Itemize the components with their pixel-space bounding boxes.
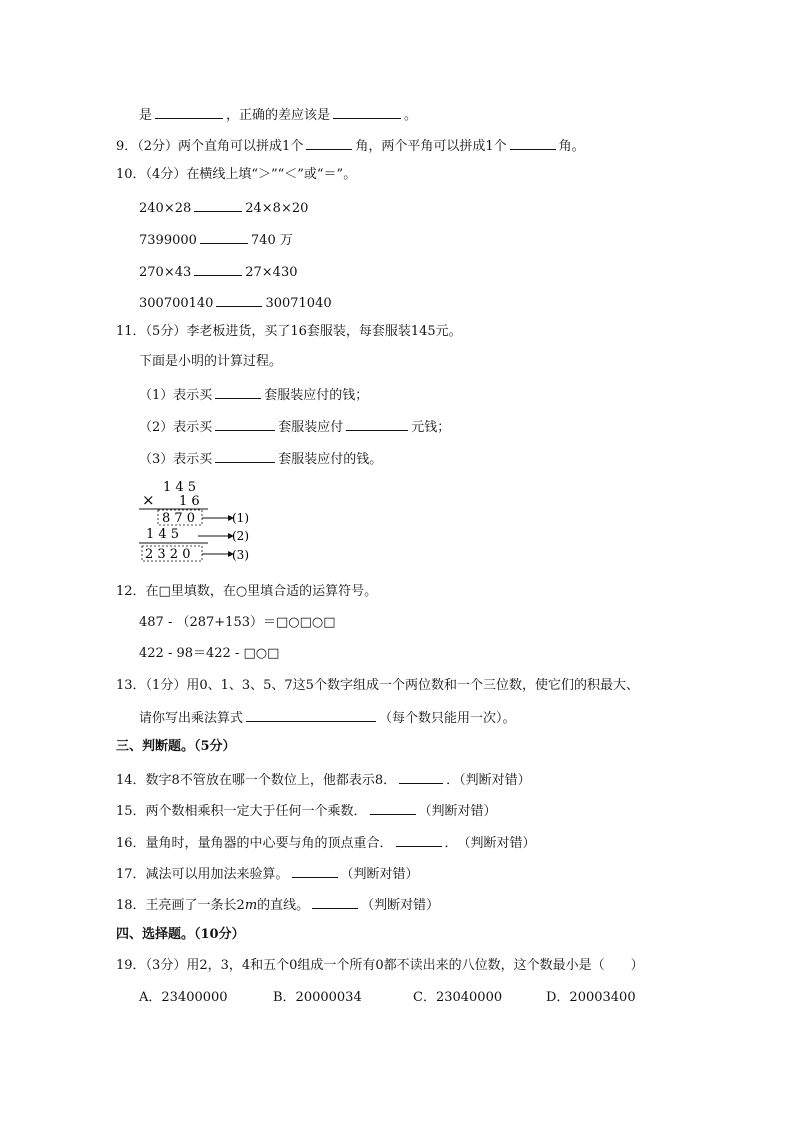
q9-line [116, 135, 585, 156]
calc-row-2320: 2 3 2 0 [145, 547, 191, 562]
q13-text-a: 请你写出乘法算式 [139, 711, 244, 726]
q10-item-left: 270×43 [139, 265, 192, 280]
q19-option-c[interactable]: C．23040000 [413, 990, 503, 1005]
q12-equation-1: 487 - （287+153）＝□○□○□ [139, 615, 336, 630]
q11-p3-blank[interactable] [215, 448, 275, 463]
q15-text-b: （判断对错） [418, 804, 497, 819]
q10-item-right: 740 万 [250, 233, 293, 248]
q8-text-c: 。 [404, 108, 418, 123]
q9-blank-2[interactable] [510, 135, 556, 150]
calc-times-sign: × [142, 491, 155, 509]
calc-row-870: 8 7 0 [162, 511, 196, 526]
q9-text-b: 角，两个平角可以拼成1个 [355, 139, 507, 154]
q10-blank[interactable] [194, 197, 242, 212]
q10-blank[interactable] [200, 229, 248, 244]
q9-text-a: 9．（2分）两个直角可以拼成1个 [116, 139, 304, 154]
q10-item-left: 240×28 [139, 201, 192, 216]
q14-line [116, 769, 531, 790]
q8-text-a: 是 [139, 108, 153, 123]
q13-text-b: （每个数只能用一次）。 [379, 711, 516, 726]
q14-text-a: 14．数字8不管放在哪一个数位上，他都表示8． [116, 773, 397, 788]
q11-p3-text-a: （3）表示买 [139, 452, 213, 467]
q10-item-right: 24×8×20 [245, 201, 309, 216]
q11-part-2 [139, 416, 450, 437]
q17-blank[interactable] [292, 863, 338, 878]
q10-item [139, 292, 332, 313]
q10-blank[interactable] [216, 292, 262, 307]
q18-text-b: 的直线。 [257, 898, 310, 913]
q12-equation-2: 422 - 98＝422 - □○□ [139, 646, 280, 661]
q17-text-b: （判断对错） [340, 867, 419, 882]
q10-item [139, 229, 293, 250]
calc-row-145-shift: 1 4 5 [146, 527, 180, 542]
q15-blank[interactable] [370, 800, 416, 815]
q19-option-a[interactable]: A．23400000 [139, 990, 228, 1005]
q18-line [116, 894, 439, 915]
q18-text-c: （判断对错） [361, 898, 440, 913]
q10-item [139, 261, 298, 282]
q14-text-b: ．（判断对错） [446, 773, 531, 788]
calc-label-3: (3) [232, 548, 249, 562]
q11-p2-blank-2[interactable] [346, 416, 408, 431]
q10-item-left: 7399000 [139, 233, 197, 248]
q10-item [139, 197, 308, 218]
q11-title: 11．（5分）李老板进货，买了16套服装，每套服装145元。 [116, 324, 462, 339]
section-3-heading: 三、判断题。（5分） [116, 739, 236, 754]
q13-line-1: 13．（1分）用0、1、3、5、7这5个数字组成一个两位数和一个三位数，使它们的积最大、 [116, 678, 639, 693]
calc-label-1: (1) [232, 511, 249, 525]
q8-line [139, 104, 417, 125]
q19-option-d[interactable]: D．20003400 [546, 990, 636, 1005]
q9-blank-1[interactable] [306, 135, 352, 150]
q11-intro: 下面是小明的计算过程。 [139, 354, 283, 369]
q11-part-1 [139, 384, 368, 405]
q10-item-right: 27×430 [245, 265, 298, 280]
q11-p1-blank[interactable] [215, 384, 261, 399]
q13-blank[interactable] [246, 707, 376, 722]
q10-item-left: 300700140 [139, 296, 214, 311]
q11-p2-text-c: 元钱； [411, 420, 451, 435]
q15-text-a: 15．两个数相乘积一定大于任何一个乘数． [116, 804, 367, 819]
q16-blank[interactable] [396, 832, 442, 847]
q16-line [116, 832, 536, 853]
calc-row-16: 1 6 [179, 494, 200, 509]
q16-text-a: 16．量角时，量角器的中心要与角的顶点重合． [116, 836, 393, 851]
q15-line [116, 800, 497, 821]
q8-text-b: ，正确的差应该是 [226, 108, 331, 123]
multiplication-figure [136, 476, 266, 568]
q11-p2-blank-1[interactable] [215, 416, 275, 431]
q8-blank-2[interactable] [333, 104, 401, 119]
calc-label-2: (2) [232, 529, 249, 543]
q17-text-a: 17．减法可以用加法来验算。 [116, 867, 289, 882]
q18-blank[interactable] [312, 894, 358, 909]
q18-text-a: 18．王亮画了一条长2 [116, 898, 245, 913]
q19-title: 19．（3分）用2，3，4和五个0组成一个所有0都不读出来的八位数，这个数最小是（ ） [116, 958, 644, 973]
q12-title: 12．在□里填数，在○里填合适的运算符号。 [116, 584, 378, 599]
q11-p2-text-a: （2）表示买 [139, 420, 213, 435]
q10-title: 10．（4分）在横线上填“＞”“＜”或“＝”。 [116, 167, 357, 182]
q19-option-b[interactable]: B．20000034 [273, 990, 362, 1005]
q10-item-right: 30071040 [265, 296, 332, 311]
section-4-heading: 四、选择题。（10分） [116, 927, 245, 942]
q11-p2-text-b: 套服装应付 [278, 420, 344, 435]
q18-unit: m [244, 898, 258, 913]
q11-p1-text-b: 套服装应付的钱； [264, 388, 369, 403]
q11-part-3 [139, 448, 382, 469]
q17-line [116, 863, 419, 884]
q10-blank[interactable] [194, 261, 242, 276]
q9-text-c: 角。 [558, 139, 585, 154]
calc-row-145: 1 4 5 [163, 480, 197, 495]
q14-blank[interactable] [399, 769, 443, 784]
q8-blank-1[interactable] [155, 104, 223, 119]
q11-p1-text-a: （1）表示买 [139, 388, 213, 403]
q11-p3-text-b: 套服装应付的钱。 [278, 452, 383, 467]
q16-text-b: ． （判断对错） [444, 836, 536, 851]
q13-line-2 [139, 707, 516, 728]
